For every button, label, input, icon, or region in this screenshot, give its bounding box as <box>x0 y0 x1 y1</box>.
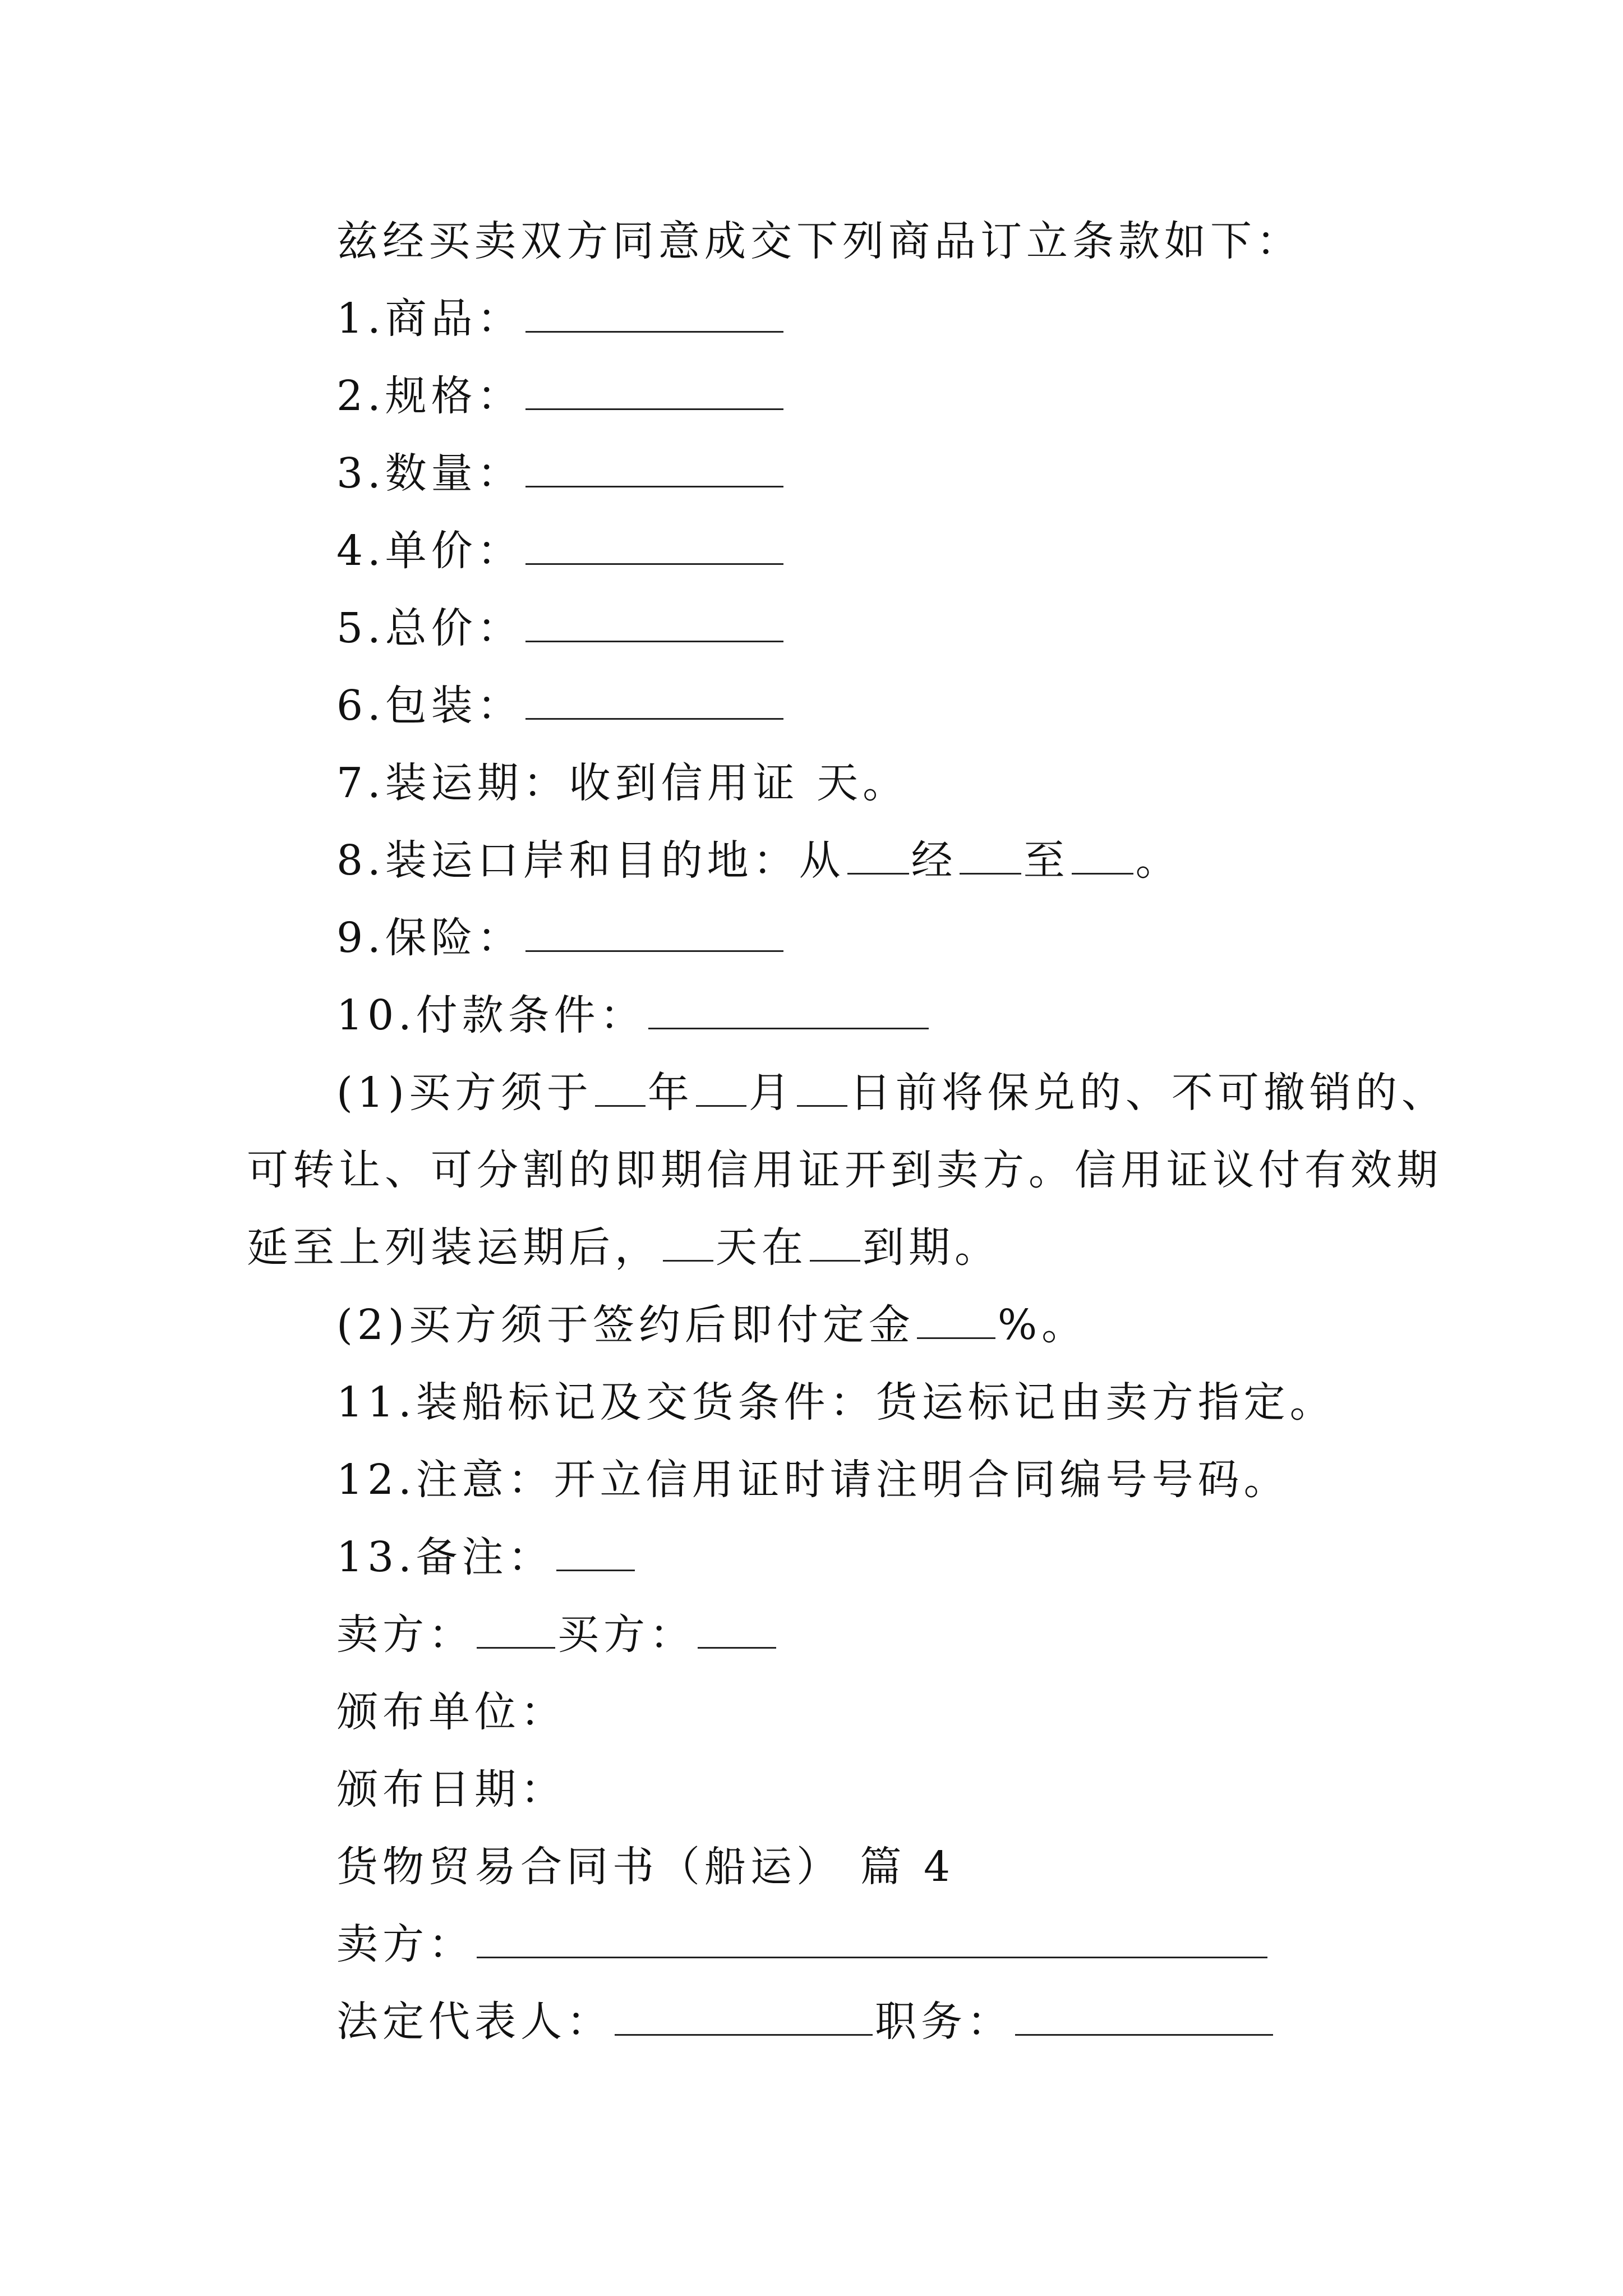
deposit-blank <box>917 1298 995 1339</box>
issue-date-line: 颁布日期： <box>336 1765 566 1814</box>
item-unit-price: 4.单价： <box>336 523 786 579</box>
item-ports: 8.装运口岸和目的地：从 经 至 。 <box>336 832 1182 889</box>
position-blank <box>1015 1995 1273 2036</box>
payment-clause-2: (2)买方须于签约后即付定金 %。 <box>336 1297 1087 1353</box>
item-note: 12.注意：开立信用证时请注明合同编号号码。 <box>336 1456 1290 1504</box>
item-packing: 6.包装： <box>336 678 786 734</box>
spec-blank <box>525 369 783 410</box>
days-blank <box>663 1221 713 1262</box>
rep-blank <box>615 1995 873 2036</box>
payment-clause-1-line-3: 延至上列装运期后， 天在 到期。 <box>247 1220 1000 1276</box>
insurance-blank <box>525 911 783 952</box>
issuer-line: 颁布单位： <box>336 1688 566 1736</box>
item-total-price: 5.总价： <box>336 600 786 656</box>
item-insurance: 9.保险： <box>336 910 786 966</box>
item-goods: 1.商品： <box>336 291 786 347</box>
section-rep-line: 法定代表人： 职务： <box>336 1994 1275 2050</box>
item-payment: 10.付款条件： <box>336 987 931 1043</box>
month-blank <box>696 1066 746 1107</box>
section-seller-blank <box>477 1917 1267 1958</box>
section-title: 货物贸易合同书（船运） 篇 4 <box>336 1843 955 1891</box>
item-spec: 2.规格： <box>336 368 786 424</box>
unit-price-blank <box>525 524 783 565</box>
item-marks: 11.装船标记及交货条件：货运标记由卖方指定。 <box>336 1378 1336 1427</box>
remarks-blank <box>556 1530 635 1571</box>
intro-line: 兹经买卖双方同意成交下列商品订立条款如下： <box>336 217 1302 265</box>
total-price-blank <box>525 601 783 642</box>
buyer-blank <box>698 1608 776 1649</box>
packing-blank <box>525 679 783 720</box>
item-shipment: 7.装运期：收到信用证 天。 <box>336 759 909 807</box>
payment-clause-1-line-1: (1)买方须于 年 月 日前将保兑的、不可撤销的、 <box>336 1065 1447 1121</box>
port-via-blank <box>960 834 1021 875</box>
signature-line: 卖方： 买方： <box>336 1607 778 1663</box>
goods-blank <box>525 292 783 333</box>
payment-blank <box>648 988 929 1029</box>
place-blank <box>810 1221 860 1262</box>
payment-clause-1-line-2: 可转让、可分割的即期信用证开到卖方。信用证议付有效期 <box>247 1146 1442 1194</box>
day-blank <box>797 1066 847 1107</box>
seller-blank <box>477 1608 555 1649</box>
item-remarks: 13.备注： <box>336 1529 637 1585</box>
port-to-blank <box>1072 834 1133 875</box>
section-seller-line: 卖方： <box>336 1916 1270 1972</box>
port-from-blank <box>847 834 909 875</box>
year-blank <box>595 1066 645 1107</box>
item-quantity: 3.数量： <box>336 445 786 501</box>
quantity-blank <box>525 447 783 487</box>
